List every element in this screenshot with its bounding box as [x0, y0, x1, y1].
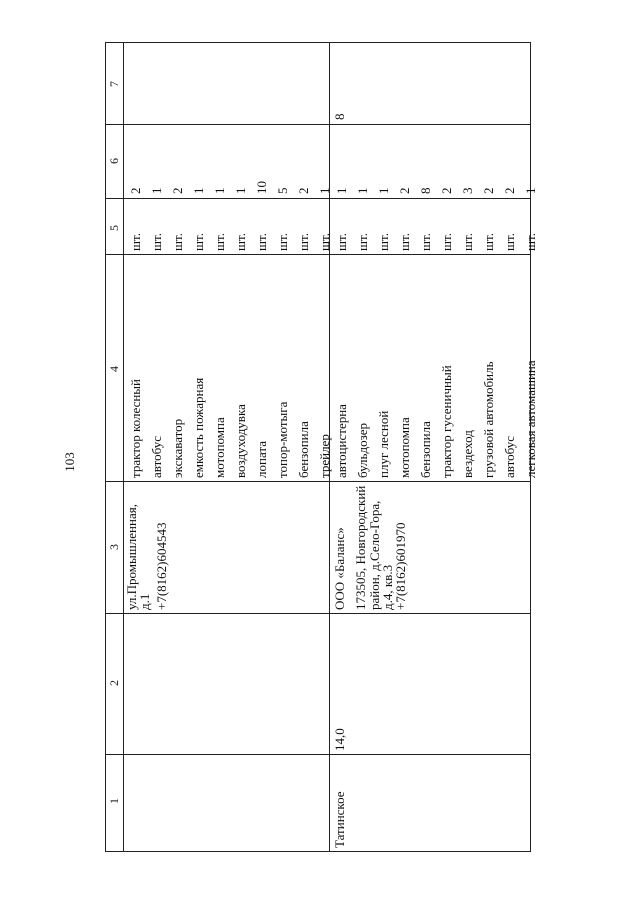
address-line: ул.Промышленная, [124, 504, 139, 610]
header-col-2: 2 [107, 680, 121, 686]
col-divider [105, 124, 531, 125]
unit-cell: шт. [128, 233, 143, 251]
unit-cell: шт. [254, 233, 269, 251]
row1-equipment [125, 378, 335, 478]
col-divider [105, 754, 531, 755]
count-cell: 10 [254, 181, 269, 194]
header-col-7: 7 [107, 81, 121, 87]
equipment-item: емкость пожарная [191, 377, 206, 478]
row1-address [125, 504, 168, 610]
unit-cell: шт. [233, 233, 248, 251]
equipment-item: трактор гусеничный [439, 365, 454, 478]
equipment-item: экскаватор [170, 418, 185, 478]
count-cell: 1 [376, 187, 391, 194]
row1-units [125, 233, 335, 251]
equipment-item: автоцистерна [334, 404, 349, 478]
count-cell: 2 [296, 187, 311, 194]
count-cell: 1 [149, 187, 164, 194]
header-col-3: 3 [107, 544, 121, 550]
row1-counts [125, 181, 335, 194]
unit-cell: шт. [191, 233, 206, 251]
unit-cell: шт. [397, 233, 412, 251]
org-phone: +7(8162)601970 [393, 522, 408, 610]
unit-cell: шт. [502, 233, 517, 251]
count-cell: 1 [523, 187, 538, 194]
rotated-table [105, 42, 538, 852]
equipment-item: лопата [254, 441, 269, 478]
header-col-5: 5 [107, 225, 121, 231]
count-cell: 1 [334, 187, 349, 194]
equipment-item: трейлер [317, 434, 332, 478]
col-divider [105, 254, 531, 255]
table-sheet [105, 42, 538, 852]
unit-cell: шт. [523, 233, 538, 251]
unit-cell: шт. [275, 233, 290, 251]
equipment-item: бензопила [296, 421, 311, 478]
unit-cell: шт. [170, 233, 185, 251]
equipment-item: автобус [502, 436, 517, 478]
count-cell: 1 [233, 187, 248, 194]
row2-org [333, 486, 408, 610]
page-number: 103 [62, 452, 77, 472]
count-cell: 2 [397, 187, 412, 194]
equipment-item: воздуходувка [233, 404, 248, 478]
equipment-item: плуг лесной [376, 410, 391, 478]
count-cell: 2 [439, 187, 454, 194]
col-divider [105, 613, 531, 614]
equipment-item: грузовой автомобиль [481, 361, 496, 478]
org-address: 173505, Новгородский [353, 485, 368, 610]
count-cell: 1 [191, 187, 206, 194]
count-cell: 2 [170, 187, 185, 194]
row2-equipment [331, 360, 541, 478]
equipment-item: мотопомпа [397, 417, 412, 478]
row2-counts [331, 188, 541, 195]
address-phone: +7(8162)604543 [154, 522, 169, 610]
unit-cell: шт. [439, 233, 454, 251]
area-value: 14,0 [332, 728, 347, 751]
equipment-item: бульдозер [355, 423, 370, 478]
unit-cell: шт. [460, 233, 475, 251]
equipment-item: бензопила [418, 421, 433, 478]
unit-cell: шт. [212, 233, 227, 251]
row2-units [331, 233, 541, 251]
header-col-1: 1 [107, 798, 121, 804]
unit-cell: шт. [317, 233, 332, 251]
equipment-item: автобус [149, 436, 164, 478]
org-name: ООО «Баланс» [332, 527, 347, 610]
col-divider [105, 198, 531, 199]
unit-cell: шт. [418, 233, 433, 251]
equipment-item: топор-мотыга [275, 401, 290, 478]
unit-cell: шт. [296, 233, 311, 251]
count-cell: 2 [128, 187, 143, 194]
unit-cell: шт. [481, 233, 496, 251]
count-cell: 2 [502, 187, 517, 194]
equipment-item: вездеход [460, 430, 475, 478]
equipment-item: легковая автомашина [523, 360, 538, 478]
unit-cell: шт. [355, 233, 370, 251]
unit-cell: шт. [149, 233, 164, 251]
count-cell: 8 [418, 187, 433, 194]
count-cell: 1 [212, 187, 227, 194]
header-col-4: 4 [107, 366, 121, 372]
count-cell: 1 [317, 187, 332, 194]
header-col-6: 6 [107, 158, 121, 164]
count-cell: 1 [355, 187, 370, 194]
settlement-name: Татинское [332, 791, 347, 848]
org-address: район, д.Село-Гора, [367, 500, 382, 610]
unit-cell: шт. [334, 233, 349, 251]
count-cell: 5 [275, 187, 290, 194]
equipment-item: трактор колесный [128, 379, 143, 478]
count-cell: 3 [460, 187, 475, 194]
org-address: д.4, кв.3 [380, 564, 395, 610]
header-divider [123, 42, 124, 852]
count-cell: 2 [481, 187, 496, 194]
address-line: д.1 [137, 593, 152, 610]
equipment-item: мотопомпа [212, 417, 227, 478]
unit-cell: шт. [376, 233, 391, 251]
col-divider [105, 481, 531, 482]
col7-value: 8 [332, 113, 347, 120]
